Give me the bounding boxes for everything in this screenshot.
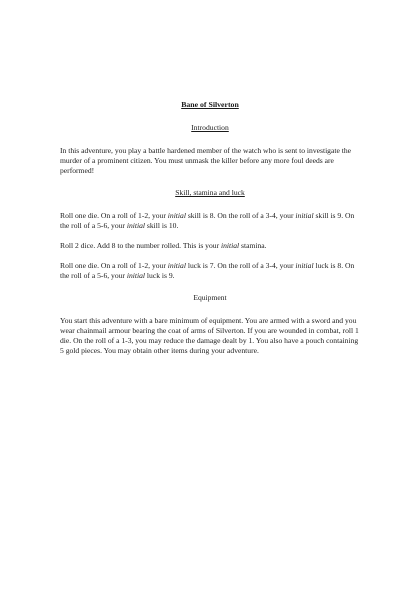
emphasis-text: initial (295, 261, 314, 270)
paragraph-text: luck is 7. On the roll of a 3-4, your (185, 261, 296, 270)
section-heading-text: Equipment (193, 293, 227, 302)
emphasis-text: initial (167, 211, 186, 220)
paragraph (60, 241, 360, 251)
paragraph-text: luck is 8. On the roll of a 5-6, your (60, 261, 355, 280)
paragraph-text: Roll one die. On a roll of 1-2, your (60, 211, 168, 220)
emphasis-text: initial (221, 241, 240, 250)
section-heading-equipment (60, 293, 360, 303)
section-heading-text: Introduction (191, 123, 229, 132)
emphasis-text: initial (126, 271, 146, 280)
document-title: Bane of Silverton (181, 100, 239, 109)
paragraph-text: Roll one die. On a roll of 1-2, your (60, 261, 168, 270)
document-body (60, 100, 360, 368)
section-heading-introduction (60, 123, 360, 133)
paragraph-text: stamina. (239, 241, 267, 250)
emphasis-text: initial (295, 211, 314, 220)
paragraph (60, 146, 360, 176)
paragraph-text: Roll 2 dice. Add 8 to the number rolled. This is your (60, 241, 221, 250)
paragraph-text: skill is 10. (145, 221, 179, 230)
paragraph-text: skill is 8. On the roll of a 3-4, your (185, 211, 296, 220)
paragraph-text: luck is 9. (145, 271, 175, 280)
section-heading-skill-stamina-and-luck (60, 188, 360, 198)
paragraph (60, 261, 360, 281)
document-sections (60, 123, 360, 356)
paragraph-text: You start this adventure with a bare minimum of equipment. You are armed with a sword and you wear chainmail armour bearing the coat of arms of Silverton. If you are wounded in combat, roll 1 die. On the roll of a 1-3, you may reduce the damage dealt by 1. You also have a pouch containing 5 gold pieces. You may obtain other items during your adventure. (60, 316, 359, 355)
paragraph (60, 316, 360, 356)
emphasis-text: initial (167, 261, 186, 270)
emphasis-text: initial (126, 221, 146, 230)
paragraph (60, 211, 360, 231)
section-heading-text: Skill, stamina and luck (175, 188, 245, 197)
paragraph-text: skill is 9. On the roll of a 5-6, your (60, 211, 355, 230)
paragraph-text: In this adventure, you play a battle hardened member of the watch who is sent to investigate the murder of a prominent citizen. You must unmask the killer before any more foul deeds are performed! (60, 146, 352, 175)
